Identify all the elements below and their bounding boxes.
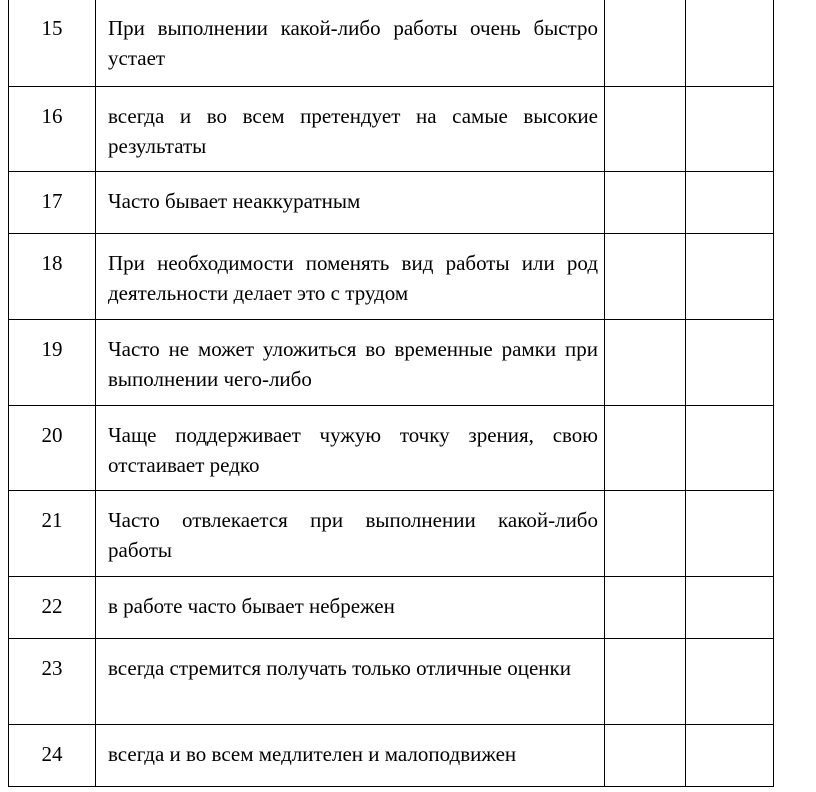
- table-row: [9, 87, 774, 172]
- row-number: 17: [9, 172, 96, 234]
- table-row: [9, 406, 774, 491]
- answer-cell[interactable]: [686, 725, 774, 787]
- row-number: 16: [9, 87, 96, 172]
- statement-text: всегда и во всем медлителен и малоподвижен: [96, 725, 605, 787]
- answer-cell[interactable]: [605, 320, 686, 406]
- row-number: 22: [9, 577, 96, 639]
- table-row: [9, 320, 774, 406]
- table-row: [9, 491, 774, 577]
- answer-cell[interactable]: [605, 639, 686, 725]
- answer-cell[interactable]: [686, 491, 774, 577]
- answer-cell[interactable]: [686, 0, 774, 87]
- statement-text: в работе часто бывает небрежен: [96, 577, 605, 639]
- questionnaire-table: [8, 0, 774, 787]
- row-number: 21: [9, 491, 96, 577]
- row-number: 19: [9, 320, 96, 406]
- table-row: [9, 172, 774, 234]
- row-number: 23: [9, 639, 96, 725]
- statement-text: Чаще поддерживает чужую точку зрения, свою отстаивает редко: [96, 406, 605, 491]
- statement-text: При необходимости поменять вид работы или род деятельности делает это с трудом: [96, 234, 605, 320]
- table-row: [9, 0, 774, 87]
- table-row: [9, 577, 774, 639]
- row-number: 18: [9, 234, 96, 320]
- table-row: [9, 639, 774, 725]
- row-number: 20: [9, 406, 96, 491]
- answer-cell[interactable]: [605, 172, 686, 234]
- answer-cell[interactable]: [605, 234, 686, 320]
- statement-text: Часто бывает неаккуратным: [96, 172, 605, 234]
- answer-cell[interactable]: [605, 725, 686, 787]
- answer-cell[interactable]: [605, 491, 686, 577]
- answer-cell[interactable]: [605, 0, 686, 87]
- row-number: 15: [9, 0, 96, 87]
- answer-cell[interactable]: [686, 87, 774, 172]
- answer-cell[interactable]: [686, 320, 774, 406]
- statement-text: При выполнении какой-либо работы очень быстро устает: [96, 0, 605, 87]
- statement-text: Часто не может уложиться во временные рамки при выполнении чего-либо: [96, 320, 605, 406]
- answer-cell[interactable]: [686, 234, 774, 320]
- row-number: 24: [9, 725, 96, 787]
- answer-cell[interactable]: [686, 639, 774, 725]
- statement-text: всегда и во всем претендует на самые высокие результаты: [96, 87, 605, 172]
- answer-cell[interactable]: [605, 406, 686, 491]
- answer-cell[interactable]: [605, 87, 686, 172]
- answer-cell[interactable]: [686, 406, 774, 491]
- statement-text: всегда стремится получать только отличные оценки: [96, 639, 605, 725]
- table-row: [9, 234, 774, 320]
- table-row: [9, 725, 774, 787]
- answer-cell[interactable]: [686, 577, 774, 639]
- answer-cell[interactable]: [605, 577, 686, 639]
- answer-cell[interactable]: [686, 172, 774, 234]
- statement-text: Часто отвлекается при выполнении какой-либо работы: [96, 491, 605, 577]
